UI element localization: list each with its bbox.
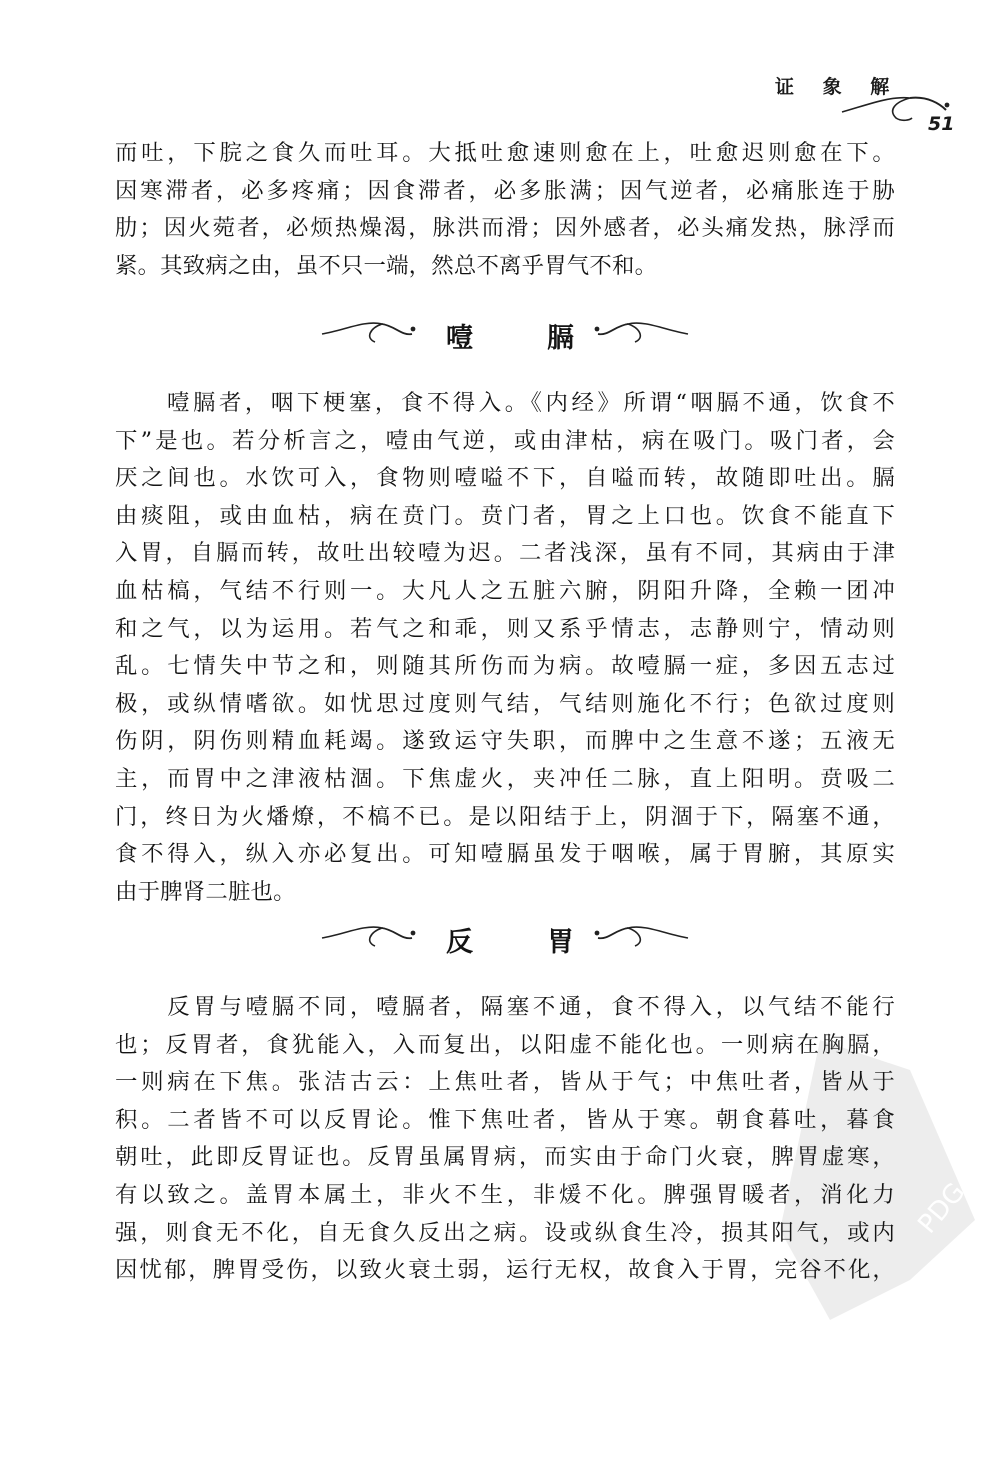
text-line: 门，终日为火燔燎，不槁不已。是以阳结于上，阴涸于下，隔塞不通， <box>115 803 895 830</box>
text-line: 也；反胃者，食犹能入，入而复出，以阳虚不能化也。一则病在胸膈， <box>115 1031 895 1058</box>
text-line: 积。二者皆不可以反胃论。惟下焦吐者，皆从于寒。朝食暮吐，暮食 <box>115 1106 895 1133</box>
text-line: 主，而胃中之津液枯涸。下焦虚火，夹冲任二脉，直上阳明。贲吸二 <box>115 765 895 792</box>
right-flourish-icon <box>590 314 690 350</box>
text-line: 朝吐，此即反胃证也。反胃虽属胃病，而实由于命门火衰，脾胃虚寒， <box>115 1144 895 1171</box>
text-line: 一则病在下焦。张洁古云：上焦吐者，皆从于气；中焦吐者，皆从于 <box>115 1069 895 1096</box>
watermark-text: PDG <box>912 1177 972 1240</box>
text-line: 因忧郁，脾胃受伤，以致火衰土弱，运行无权，故食入于胃，完谷不化， <box>115 1257 895 1284</box>
paragraph-fanwei <box>115 989 895 1290</box>
text-line: 有以致之。盖胃本属土，非火不生，非煖不化。脾强胃暖者，消化力 <box>115 1181 895 1208</box>
text-line: 强，则食无不化，自无食久反出之病。设或纵食生冷，损其阳气，或内 <box>115 1219 895 1246</box>
text-line: 反胃与噎膈不同，噎膈者，隔塞不通，食不得入，以气结不能行 <box>115 994 895 1020</box>
text-line: 伤阴，阴伤则精血耗竭。遂致运守失职，而脾中之生意不遂；五液无 <box>115 728 895 755</box>
section-title-char: 噎 <box>446 323 473 354</box>
text-line: 肋；因火菀者，必烦热燥渴，脉洪而滑；因外感者，必头痛发热，脉浮而 <box>115 215 895 242</box>
text-line: 食不得入，纵入亦必复出。可知噎膈虽发于咽喉，属于胃腑，其原实 <box>115 841 895 868</box>
page-number: 51 <box>928 113 955 135</box>
paragraph-yege <box>115 385 895 911</box>
text-line: 血枯槁，气结不行则一。大凡人之五脏六腑，阴阳升降，全赖一团冲 <box>115 577 895 604</box>
text-line: 下”是也。若分析言之，噎由气逆，或由津枯，病在吸门。吸门者，会 <box>115 427 895 454</box>
section-title-char: 胃 <box>547 927 574 958</box>
text-line: 由痰阻，或由血枯，病在贲门。贲门者，胃之上口也。饮食不能直下 <box>115 502 895 529</box>
paragraph-continuation <box>115 135 895 285</box>
text-line: 因寒滞者，必多疼痛；因食滞者，必多胀满；因气逆者，必痛胀连于胁 <box>115 177 895 204</box>
text-line: 入胃，自膈而转，故吐出较噎为迟。二者浅深，虽有不同，其病由于津 <box>115 540 895 567</box>
section-title-char: 膈 <box>547 323 574 354</box>
section-heading-yege <box>300 302 720 362</box>
right-flourish-icon <box>590 918 690 954</box>
text-line: 噎膈者，咽下梗塞，食不得入。《内经》所谓“咽膈不通，饮食不 <box>115 390 895 416</box>
text-line: 而吐，下脘之食久而吐耳。大抵吐愈速则愈在上，吐愈迟则愈在下。 <box>115 140 895 166</box>
section-heading-fanwei <box>300 906 720 966</box>
running-title: 证 象 解 <box>775 76 901 98</box>
text-line: 厌之间也。水饮可入，食物则噎嗌不下，自嗌而转，故随即吐出。膈 <box>115 465 895 492</box>
text-line: 由于脾肾二脏也。 <box>115 878 296 905</box>
text-line: 乱。七情失中节之和，则随其所伤而为病。故噎膈一症，多因五志过 <box>115 653 895 680</box>
section-title-char: 反 <box>446 927 473 958</box>
text-line: 和之气，以为运用。若气之和乖，则又系乎情志，志静则宁，情动则 <box>115 615 895 642</box>
text-line: 极，或纵情嗜欲。如忧思过度则气结，气结则施化不行；色欲过度则 <box>115 690 895 717</box>
text-line: 紧。其致病之由，虽不只一端，然总不离乎胃气不和。 <box>115 252 658 279</box>
